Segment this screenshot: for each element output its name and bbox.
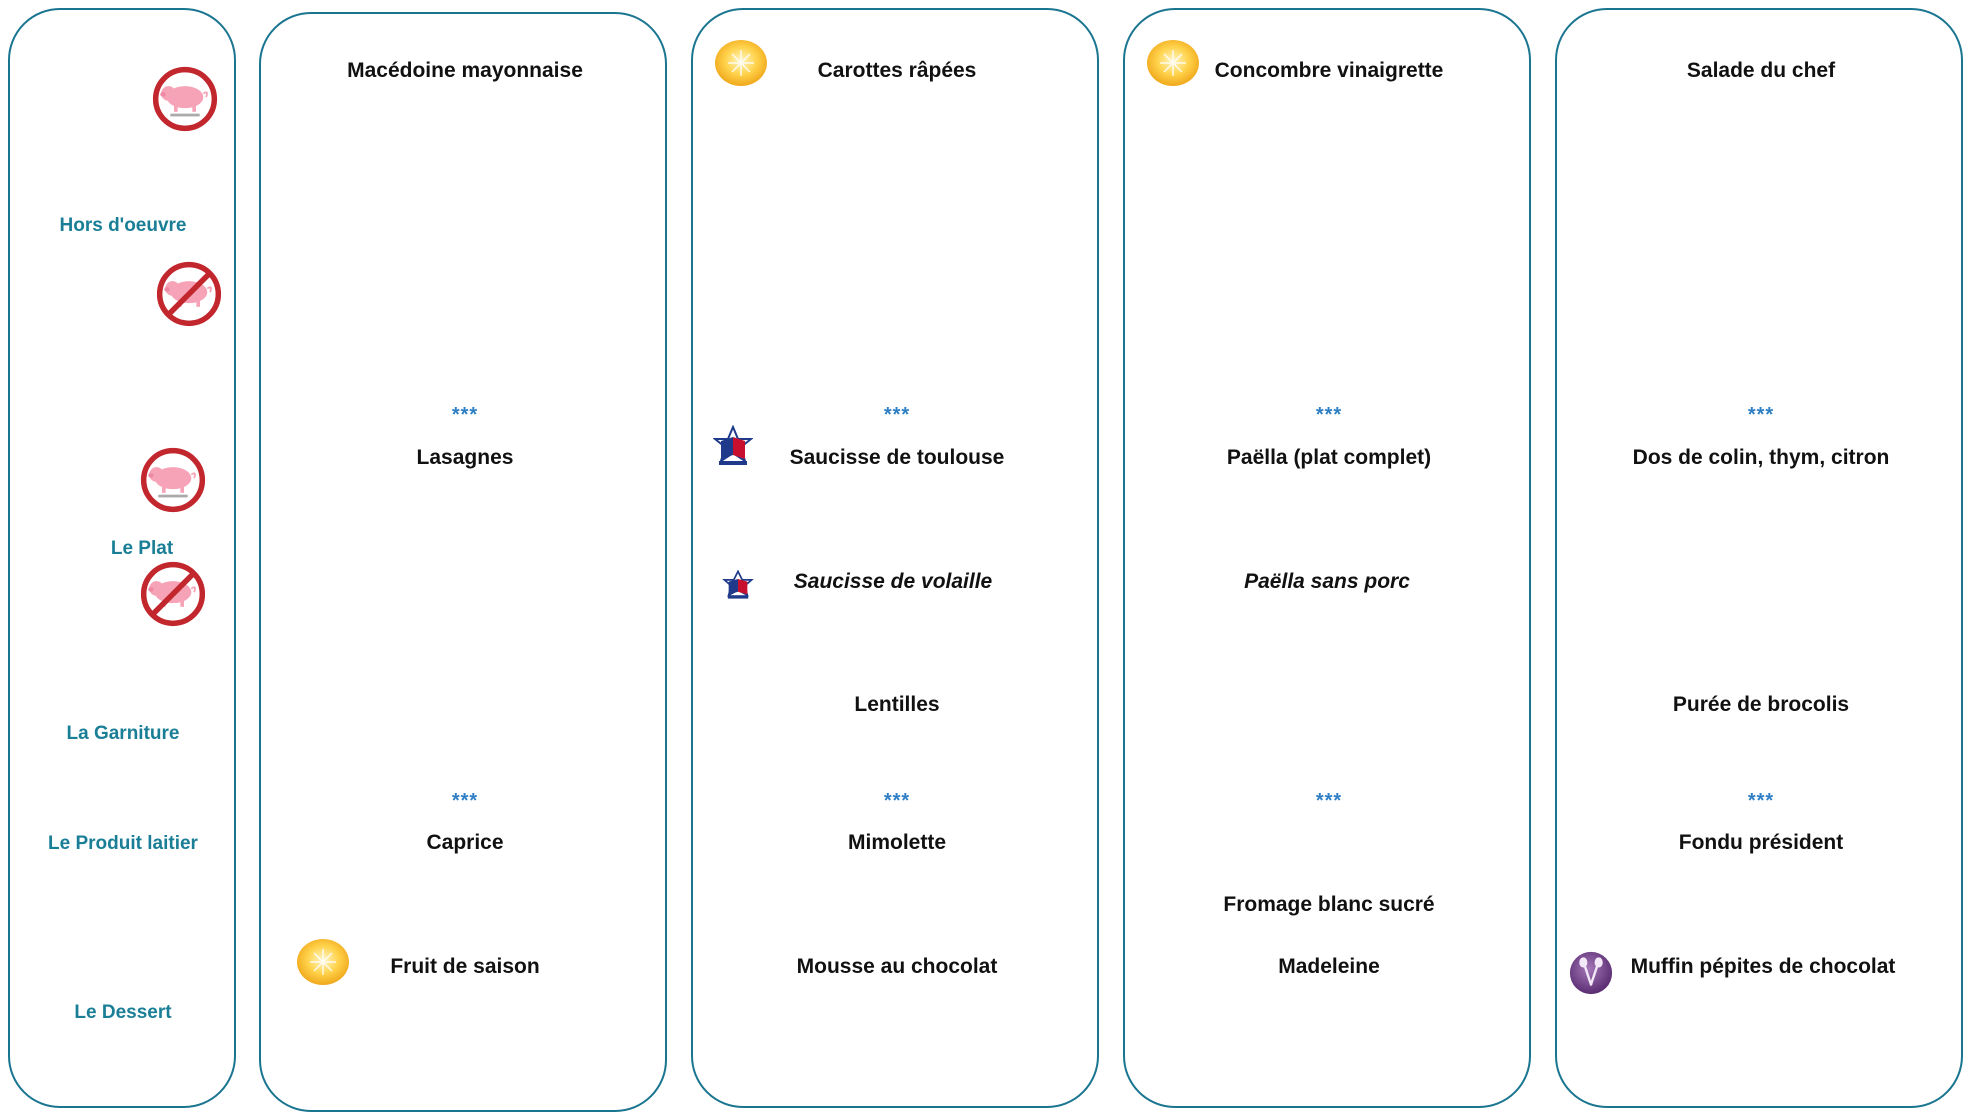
sun-seasonal-icon <box>713 38 769 88</box>
day-panel-2 <box>691 8 1099 1108</box>
pork-icon <box>138 447 208 513</box>
homemade-dessert-icon <box>1568 950 1614 996</box>
starter: Concombre vinaigrette <box>1214 59 1444 82</box>
dessert: Muffin pépites de chocolat <box>1630 955 1896 978</box>
category-hors-doeuvre: Hors d'oeuvre <box>59 215 187 236</box>
dessert: Madeleine <box>1278 955 1380 978</box>
separator: *** <box>883 790 911 812</box>
category-dessert: Le Dessert <box>74 1002 172 1023</box>
french-label-icon <box>713 425 753 469</box>
separator: *** <box>1315 404 1343 426</box>
category-produit-laitier: Le Produit laitier <box>48 833 198 854</box>
starter: Salade du chef <box>1686 59 1836 82</box>
separator: *** <box>451 404 479 426</box>
dessert: Fruit de saison <box>390 955 540 978</box>
category-plat: Le Plat <box>110 538 174 559</box>
main-dish-alternative: Saucisse de volaille <box>793 570 993 593</box>
side-dish: Lentilles <box>854 693 940 716</box>
main-dish: Dos de colin, thym, citron <box>1632 446 1890 469</box>
dairy: Fromage blanc sucré <box>1223 893 1435 916</box>
dessert: Mousse au chocolat <box>796 955 998 978</box>
separator: *** <box>1315 790 1343 812</box>
separator: *** <box>1747 790 1775 812</box>
category-garniture: La Garniture <box>66 723 180 744</box>
starter: Macédoine mayonnaise <box>347 59 583 82</box>
main-dish: Paëlla (plat complet) <box>1226 446 1432 469</box>
main-dish: Saucisse de toulouse <box>789 446 1005 469</box>
main-dish-alternative: Paëlla sans porc <box>1244 570 1410 593</box>
french-label-icon <box>721 569 755 601</box>
main-dish: Lasagnes <box>416 446 514 469</box>
sun-seasonal-icon <box>295 937 351 987</box>
day-panel-3 <box>1123 8 1531 1108</box>
separator: *** <box>1747 404 1775 426</box>
dairy: Fondu président <box>1678 831 1844 854</box>
no-pork-icon <box>154 261 224 327</box>
dairy: Caprice <box>426 831 504 854</box>
side-dish: Purée de brocolis <box>1672 693 1850 716</box>
separator: *** <box>883 404 911 426</box>
starter: Carottes râpées <box>817 59 977 82</box>
separator: *** <box>451 790 479 812</box>
no-pork-icon <box>138 561 208 627</box>
day-panel-4 <box>1555 8 1963 1108</box>
dairy: Mimolette <box>847 831 947 854</box>
pork-icon <box>150 66 220 132</box>
sun-seasonal-icon <box>1145 38 1201 88</box>
